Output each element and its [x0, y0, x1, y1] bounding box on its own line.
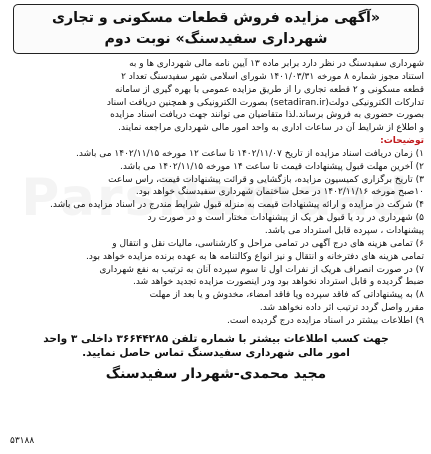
signature: مجید محمدی-شهردار سفیدسنگ	[105, 365, 327, 382]
note-line: تمامی هزینه های دفترخانه و انتقال و نیز انواع وکالتنامه ها به عهده برنده مزایده خواهد بود.	[86, 251, 424, 262]
body-line: قطعه مسکونی و ۲ قطعه تجاری را از طریق مزایده عمومی با بهره گیری از سامانه	[115, 84, 424, 95]
contact-info	[8, 332, 424, 361]
note-line: ۲) آخرین مهلت قبول پیشنهادات قیمت تا ساعت ۱۴ مورخه ۱۴۰۲/۱۱/۱۵ می باشد.	[119, 161, 424, 172]
contact-line-2: امور مالی شهرداری سفیدسنگ تماس حاصل نمایید.	[82, 347, 350, 360]
note-line: ۵) شهرداری در رد یا قبول هر یک از پیشنهادات مختار است و در صورت رد	[147, 213, 424, 224]
notice-title-line-2: شهرداری سفیدسنگ» نوبت دوم	[104, 31, 328, 47]
body-line: شهرداری سفیدسنگ در نظر دارد برابر ماده ۱۳ آیین نامه مالی شهرداری ها و به	[129, 59, 424, 69]
note-line: مقرر واصل گردد ترتیب اثر داده نخواهد شد.	[259, 303, 424, 314]
note-line: ۶) تمامی هزینه های درج آگهی در تمامی مراحل و کارشناسی، مالیات نقل و انتقال و	[112, 238, 424, 249]
note-line: ۳) تاریخ برگزاری کمیسیون مزایده، بازگشایی و قرائت پیشنهادات قیمت، راس ساعت	[108, 174, 424, 185]
body-line: تدارکات الکترونیکی دولت(setadiran.ir) بصورت الکترونیکی و همچنین دریافت اسناد	[106, 97, 424, 108]
contact-line-1: جهت کسب اطلاعات بیشتر با شماره تلفن ۳۶۶۴۴۲۸۵ داخلی ۳ واحد	[43, 332, 389, 345]
note-line: ۱) زمان دریافت اسناد مزایده از تاریخ ۱۴۰۲/۱۱/۰۷ تا ساعت ۱۲ مورخه ۱۴۰۲/۱۱/۱۵ می باشد.	[76, 148, 424, 159]
note-line: ضبط گردیده و قابل استرداد نخواهد بود ودر اینصورت مزایده تجدید خواهد شد.	[133, 277, 424, 288]
notice-title-line-1: «آگهی مزایده فروش قطعات مسکونی و تجاری	[51, 10, 381, 26]
notice-code: ۵۳۱۸۸	[10, 436, 35, 446]
note-line: ۸) به پیشنهاداتی که فاقد سپرده ویا فاقد امضاء، مخدوش و یا بعد از مهلت	[149, 290, 424, 301]
body-line: و اطلاع از شرایط آن در ساعات اداری به واحد امور مالی شهرداری مراجعه نمایند.	[118, 123, 424, 134]
notes-heading: توضیحات:	[380, 136, 424, 147]
note-line: پیشنهادات ، سپرده قابل استرداد می باشد.	[264, 225, 424, 236]
body-line: بصورت حضوری به فروش برساند.لذا متقاضیان می توانند جهت دریافت اسناد مزایده	[110, 110, 424, 121]
note-line: ۹) اطلاعات بیشتر در اسناد مزایده درج گردیده است.	[227, 315, 424, 326]
notice-body	[8, 58, 424, 328]
note-line: ۷) در صورت انصراف هریک از نفرات اول تا سوم سپرده آنان به ترتیب به نفع شهرداری	[99, 264, 424, 275]
notice-title-box	[13, 4, 419, 54]
note-line: ۴) شرکت در مزایده و ارائه پیشنهادات قیمت به منزله قبول شرایط مندرج در اسناد مزایده می باشد.	[50, 200, 424, 211]
body-line: استناد مجوز شماره ۸ مورخه ۱۴۰۱/۰۳/۳۱ شورای اسلامی شهر سفیدسنگ تعداد ۲	[121, 71, 424, 82]
note-line: ۱۰صبح مورخه ۱۴۰۲/۱۱/۱۶ در محل ساختمان شهرداری سفیدسنگ خواهد بود.	[135, 187, 424, 198]
